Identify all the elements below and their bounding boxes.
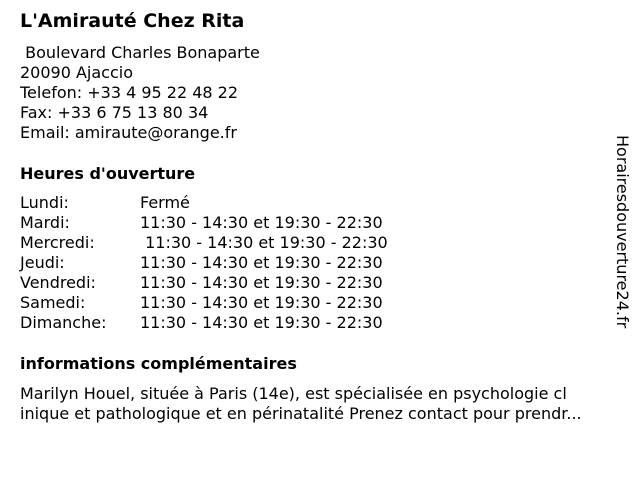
address-street: Boulevard Charles Bonaparte [20, 43, 260, 62]
hours-row-dimanche [20, 313, 383, 333]
opening-hours-heading: Heures d'ouverture [20, 164, 196, 183]
time-value: 11:30 - 14:30 et 19:30 - 22:30 [140, 213, 383, 232]
day-label: Mercredi: [20, 233, 95, 252]
time-value: 11:30 - 14:30 et 19:30 - 22:30 [140, 293, 383, 312]
business-name: L'Amirauté Chez Rita [20, 10, 245, 32]
day-label: Mardi: [20, 213, 70, 232]
phone-number: Telefon: +33 4 95 22 48 22 [20, 83, 239, 102]
watermark-text: Horairesdouverture24.fr [613, 135, 632, 329]
day-label: Samedi: [20, 293, 86, 312]
hours-row-mercredi [20, 233, 388, 253]
time-value: Fermé [140, 193, 190, 212]
additional-info-heading: informations complémentaires [20, 354, 297, 373]
site-watermark [612, 135, 632, 343]
time-value: 11:30 - 14:30 et 19:30 - 22:30 [140, 233, 388, 252]
fax-number: Fax: +33 6 75 13 80 34 [20, 103, 209, 122]
day-label: Vendredi: [20, 273, 96, 292]
hours-row-mardi [20, 213, 383, 233]
time-value: 11:30 - 14:30 et 19:30 - 22:30 [140, 313, 383, 332]
hours-row-jeudi [20, 253, 383, 273]
time-value: 11:30 - 14:30 et 19:30 - 22:30 [140, 273, 383, 292]
day-label: Lundi: [20, 193, 69, 212]
additional-info-text [20, 384, 632, 424]
hours-row-vendredi [20, 273, 383, 293]
info-line: inique et pathologique et en périnatalité Prenez contact pour prendr... [20, 404, 582, 423]
email-address: Email: amiraute@orange.fr [20, 123, 237, 142]
hours-row-samedi [20, 293, 383, 313]
time-value: 11:30 - 14:30 et 19:30 - 22:30 [140, 253, 383, 272]
hours-row-lundi [20, 193, 190, 213]
opening-hours-table [20, 193, 388, 333]
contact-block [20, 43, 260, 143]
address-city: 20090 Ajaccio [20, 63, 134, 82]
info-line: Marilyn Houel, située à Paris (14e), est spécialisée en psychologie cl [20, 384, 567, 403]
day-label: Dimanche: [20, 313, 107, 332]
day-label: Jeudi: [20, 253, 65, 272]
